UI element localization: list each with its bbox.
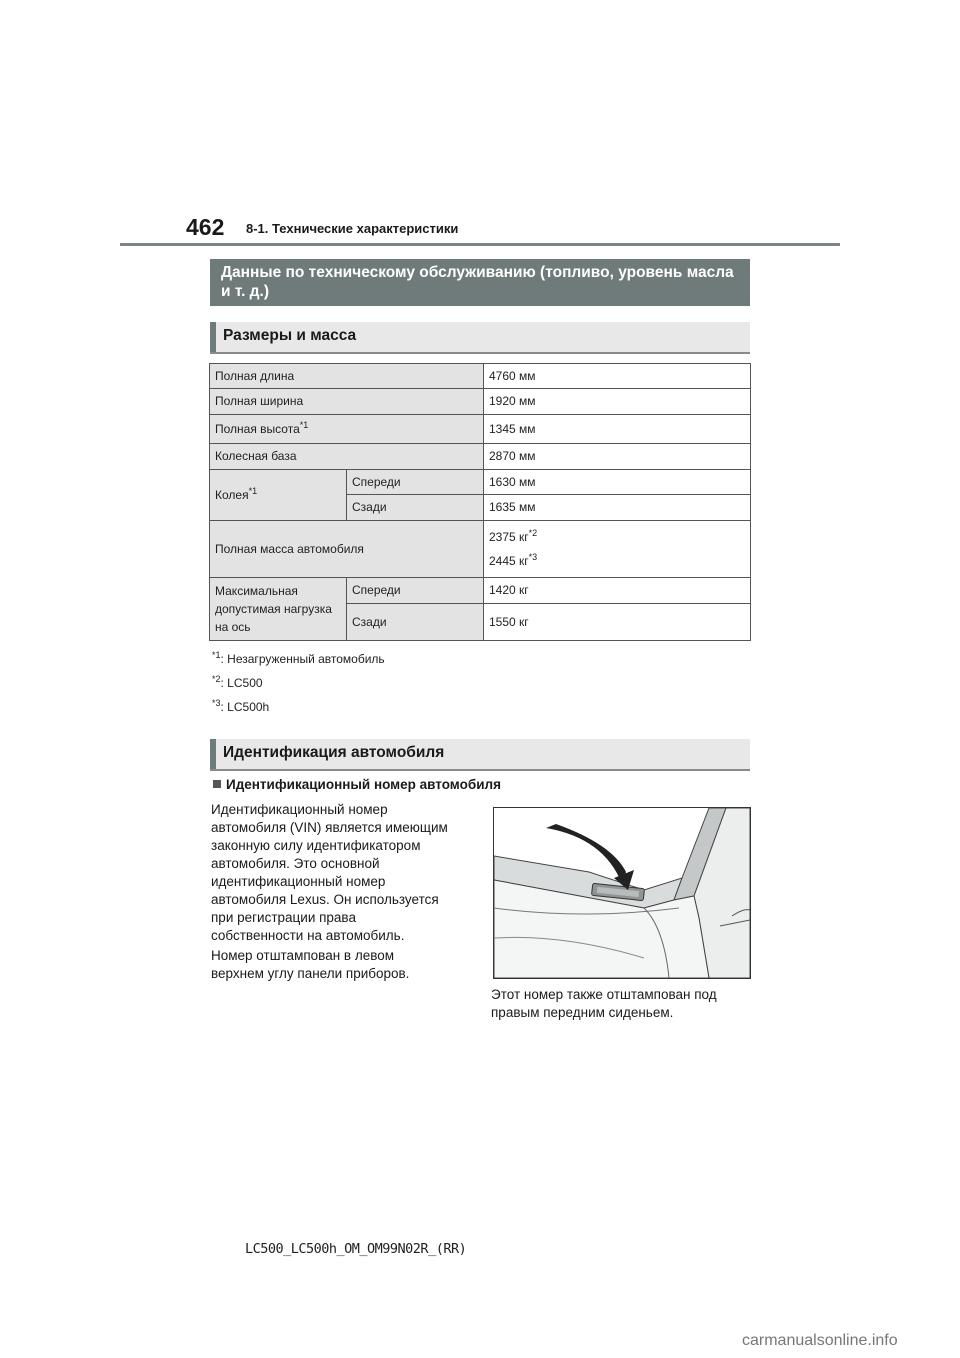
footnote: $^{*1}$: Незагруженный автомобиль <box>212 650 385 666</box>
vin-description: Идентификационный номер автомобиля (VIN) является имеющим законную силу идентификатором автомобиля. Это основной идентификационный номер автомобиля Lexus. Он используется при регистрации права собственности на автомобиль. <box>211 802 448 943</box>
row-label: Полная длина <box>210 364 484 389</box>
table-row <box>210 470 751 495</box>
row-value: 2870 мм <box>484 444 751 470</box>
identification-heading-text: Идентификация автомобиля <box>223 744 445 761</box>
vin-plate-illustration <box>493 807 751 979</box>
dashboard-icon <box>494 808 750 978</box>
document-id: LC500_LC500h_OM_OM99N02R_(RR) <box>245 1241 467 1257</box>
table-row <box>210 578 751 604</box>
footnote: $^{*2}$: LC500 <box>212 674 263 690</box>
vin-location-text: Номер отштампован в левом верхнем углу панели приборов. <box>211 948 410 981</box>
table-row <box>210 364 751 389</box>
row-label: Полная высота$^{*1}$ <box>210 415 484 444</box>
identification-heading <box>210 739 750 771</box>
page-number: 462 <box>186 214 225 240</box>
row-value: 1420 кг <box>484 578 751 604</box>
dimensions-heading <box>210 322 750 354</box>
row-value: 1550 кг <box>484 604 751 641</box>
banner-title: Данные по техническому обслуживанию (топливо, уровень масла и т. д.) <box>221 264 734 300</box>
table-row <box>210 521 751 578</box>
row-value: 1920 мм <box>484 389 751 415</box>
chapter-banner <box>210 259 750 306</box>
row-label: Полная ширина <box>210 389 484 415</box>
section-title: 8-1. Технические характеристики <box>246 221 459 236</box>
row-value: 2375 $кг^{*2}$ 2445 $кг^{*3}$ <box>484 521 751 578</box>
row-label: Максимальная допустимая нагрузка на ось <box>210 578 347 641</box>
table-row <box>210 444 751 470</box>
row-label: Колея$^{*1}$ <box>210 470 347 521</box>
row-sublabel: Сзади <box>347 495 484 521</box>
vin-caption: Этот номер также отштампован под правым передним сиденьем. <box>491 987 717 1020</box>
table-row <box>210 389 751 415</box>
table-row <box>210 415 751 444</box>
vin-subheading: Идентификационный номер автомобиля <box>213 777 501 792</box>
row-sublabel: Спереди <box>347 470 484 495</box>
row-value: 4760 мм <box>484 364 751 389</box>
header-divider <box>120 243 840 246</box>
row-label: Полная масса автомобиля <box>210 521 484 578</box>
square-bullet-icon <box>213 780 221 788</box>
dimensions-table <box>209 363 751 641</box>
row-value: 1630 мм <box>484 470 751 495</box>
watermark: carmanualsonline.info <box>742 1332 898 1349</box>
footnote: $^{*3}$: LC500h <box>212 698 270 714</box>
dimensions-heading-text: Размеры и масса <box>223 327 357 344</box>
row-value: 1345 мм <box>484 415 751 444</box>
row-sublabel: Сзади <box>347 604 484 641</box>
row-sublabel: Спереди <box>347 578 484 604</box>
row-label: Колесная база <box>210 444 484 470</box>
row-value: 1635 мм <box>484 495 751 521</box>
